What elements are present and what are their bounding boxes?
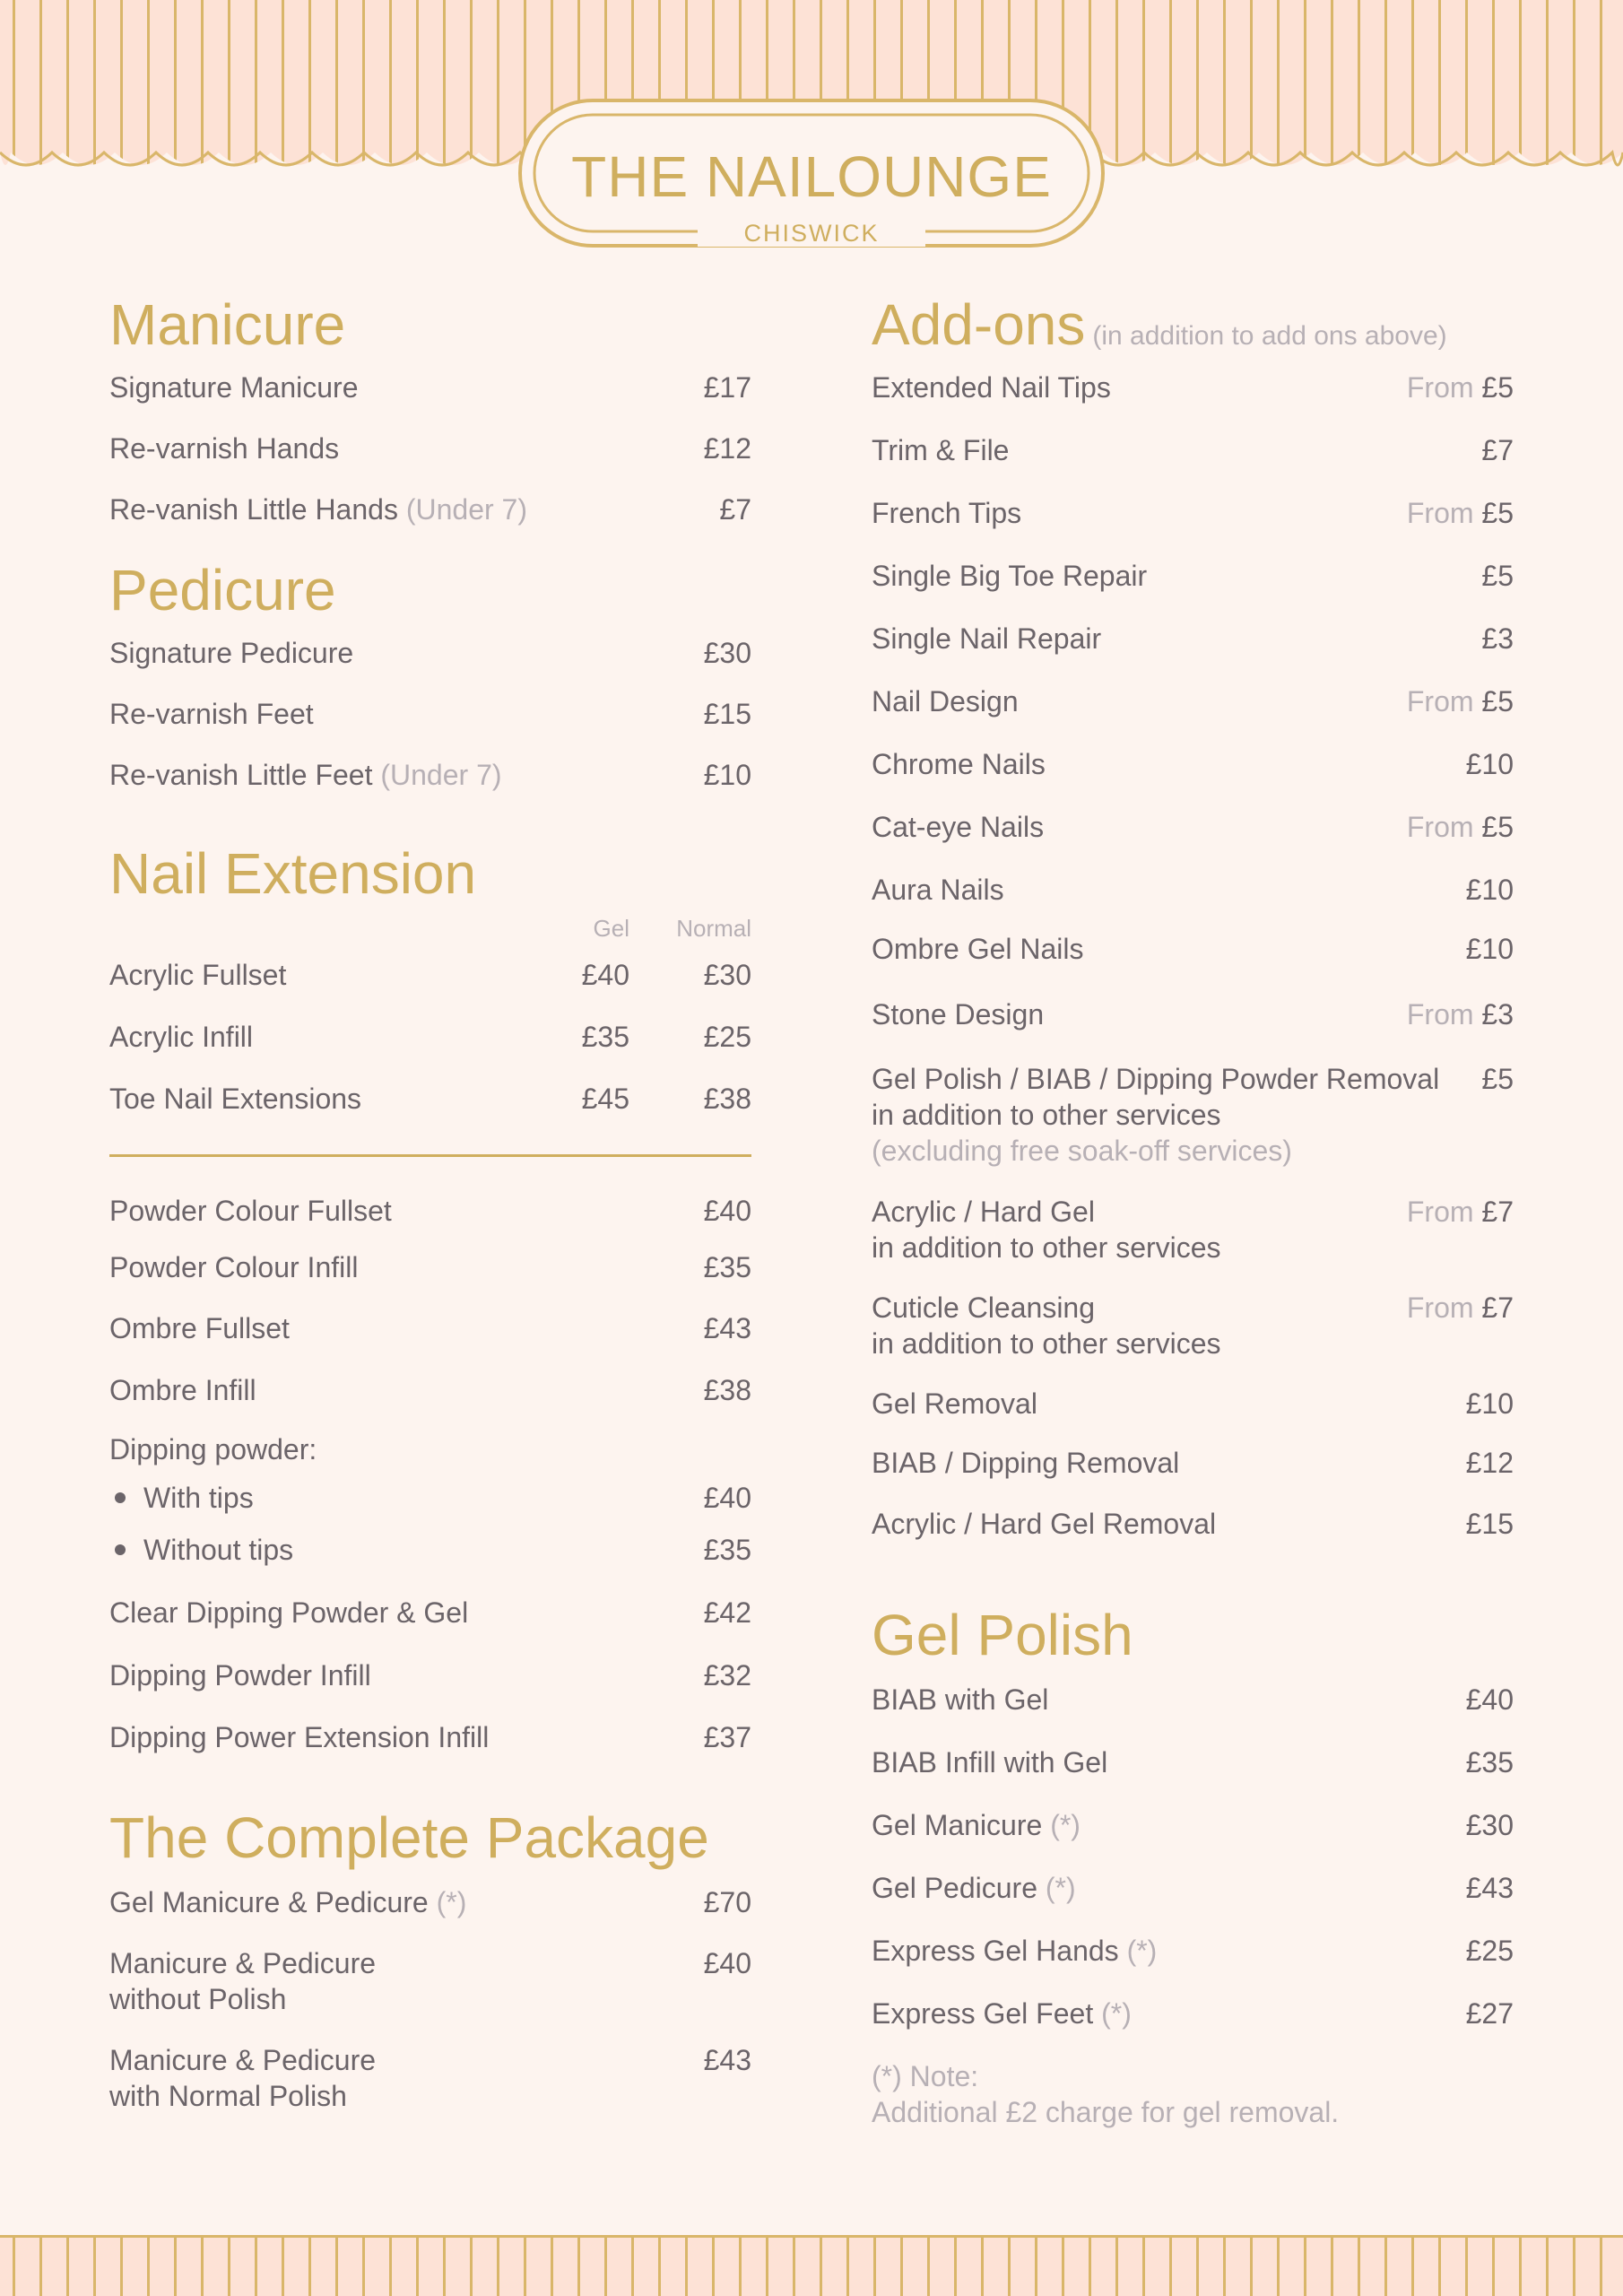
list-item: BIAB with Gel £40: [872, 1683, 1514, 1716]
list-item: Extended Nail Tips From £5: [872, 371, 1514, 404]
right-column: [872, 292, 1514, 2130]
list-item: Single Nail Repair £3: [872, 622, 1514, 655]
list-item: Express Gel Feet (*) £27: [872, 1997, 1514, 2030]
list-item: Trim & File £7: [872, 434, 1514, 466]
list-item: Gel Removal £10: [872, 1387, 1514, 1420]
divider: [109, 1154, 751, 1157]
bottom-stripe-border: [0, 2235, 1623, 2296]
list-item: Re-vanish Little Hands (Under 7) £7: [109, 493, 751, 526]
extension-list: [109, 957, 751, 1117]
list-item: BIAB / Dipping Removal £12: [872, 1447, 1514, 1479]
list-item: Gel Manicure & Pedicure (*) £70: [109, 1886, 751, 1918]
powder-list: [109, 1193, 751, 1755]
list-item: Nail Design From £5: [872, 685, 1514, 718]
list-item: Dipping Power Extension Infill £37: [109, 1721, 751, 1753]
logo-badge: [518, 99, 1105, 248]
list-item: BIAB Infill with Gel £35: [872, 1746, 1514, 1779]
list-item: Powder Colour Fullset £40: [109, 1195, 751, 1227]
addons-list: [872, 370, 1514, 1542]
manicure-list: [109, 370, 751, 527]
list-item: Acrylic Infill £35 £25: [109, 1021, 751, 1053]
list-item: Gel Pedicure (*) £43: [872, 1872, 1514, 1904]
logo-title: THE NAILOUNGE: [571, 144, 1052, 209]
list-item: Cat-eye Nails From £5: [872, 811, 1514, 843]
list-item: Stone Design From £3: [872, 998, 1514, 1031]
left-column: [109, 292, 751, 2114]
list-item: Chrome Nails £10: [872, 748, 1514, 780]
list-item: Manicure & Pedicure with Normal Polish £43: [109, 2044, 751, 2112]
section-title-complete-package: The Complete Package: [109, 1805, 709, 1870]
list-item: Gel Polish / BIAB / Dipping Powder Removal in addition to other services (excluding free soak-off services) £5: [872, 1063, 1514, 1167]
gel-note: (*) Note: Additional £2 charge for gel removal.: [872, 2060, 1340, 2128]
section-title-nail-extension: Nail Extension: [109, 841, 477, 906]
bullet-icon: [115, 1492, 126, 1503]
list-item: Aura Nails £10: [872, 874, 1514, 906]
bullet-icon: [115, 1544, 126, 1555]
list-item: Signature Manicure £17: [109, 371, 751, 404]
list-item: Re-varnish Hands £12: [109, 432, 751, 465]
pedicure-list: [109, 635, 751, 793]
section-title-gel-polish: Gel Polish: [872, 1603, 1133, 1667]
list-item: Cuticle Cleansing in addition to other services From £7: [872, 1292, 1514, 1360]
list-item: Signature Pedicure £30: [109, 637, 751, 669]
list-item: Ombre Fullset £43: [109, 1312, 751, 1344]
list-item: Gel Manicure (*) £30: [872, 1809, 1514, 1841]
list-item: French Tips From £5: [872, 497, 1514, 529]
list-item: Toe Nail Extensions £45 £38: [109, 1083, 751, 1115]
list-item: Acrylic Fullset £40 £30: [109, 959, 751, 991]
list-item: Powder Colour Infill £35: [109, 1251, 751, 1283]
logo-subtitle: CHISWICK: [743, 220, 880, 247]
list-item: Dipping Powder Infill £32: [109, 1659, 751, 1692]
section-title-addons: Add-ons (in addition to add ons above): [872, 292, 1447, 357]
list-item: Ombre Gel Nails £10: [872, 933, 1514, 965]
list-item: Single Big Toe Repair £5: [872, 560, 1514, 592]
list-item: Re-vanish Little Feet (Under 7) £10: [109, 759, 751, 791]
list-item: Clear Dipping Powder & Gel £42: [109, 1596, 751, 1629]
list-item: Without tips £35: [109, 1532, 751, 1568]
list-item: Ombre Infill £38: [109, 1374, 751, 1406]
price-column-headers: Gel Normal: [593, 915, 751, 942]
list-item: Acrylic / Hard Gel Removal £15: [872, 1508, 1514, 1540]
package-list: [109, 1884, 751, 2114]
gel-list: [872, 1682, 1514, 2031]
section-title-manicure: Manicure: [109, 292, 346, 357]
list-item: Express Gel Hands (*) £25: [872, 1935, 1514, 1967]
list-item: Re-varnish Feet £15: [109, 698, 751, 730]
section-title-pedicure: Pedicure: [109, 558, 336, 622]
list-item: With tips £40: [109, 1480, 751, 1516]
list-item: Manicure & Pedicure without Polish £40: [109, 1947, 751, 2015]
list-item: Acrylic / Hard Gel in addition to other services From £7: [872, 1196, 1514, 1264]
dipping-label: Dipping powder:: [109, 1433, 317, 1465]
